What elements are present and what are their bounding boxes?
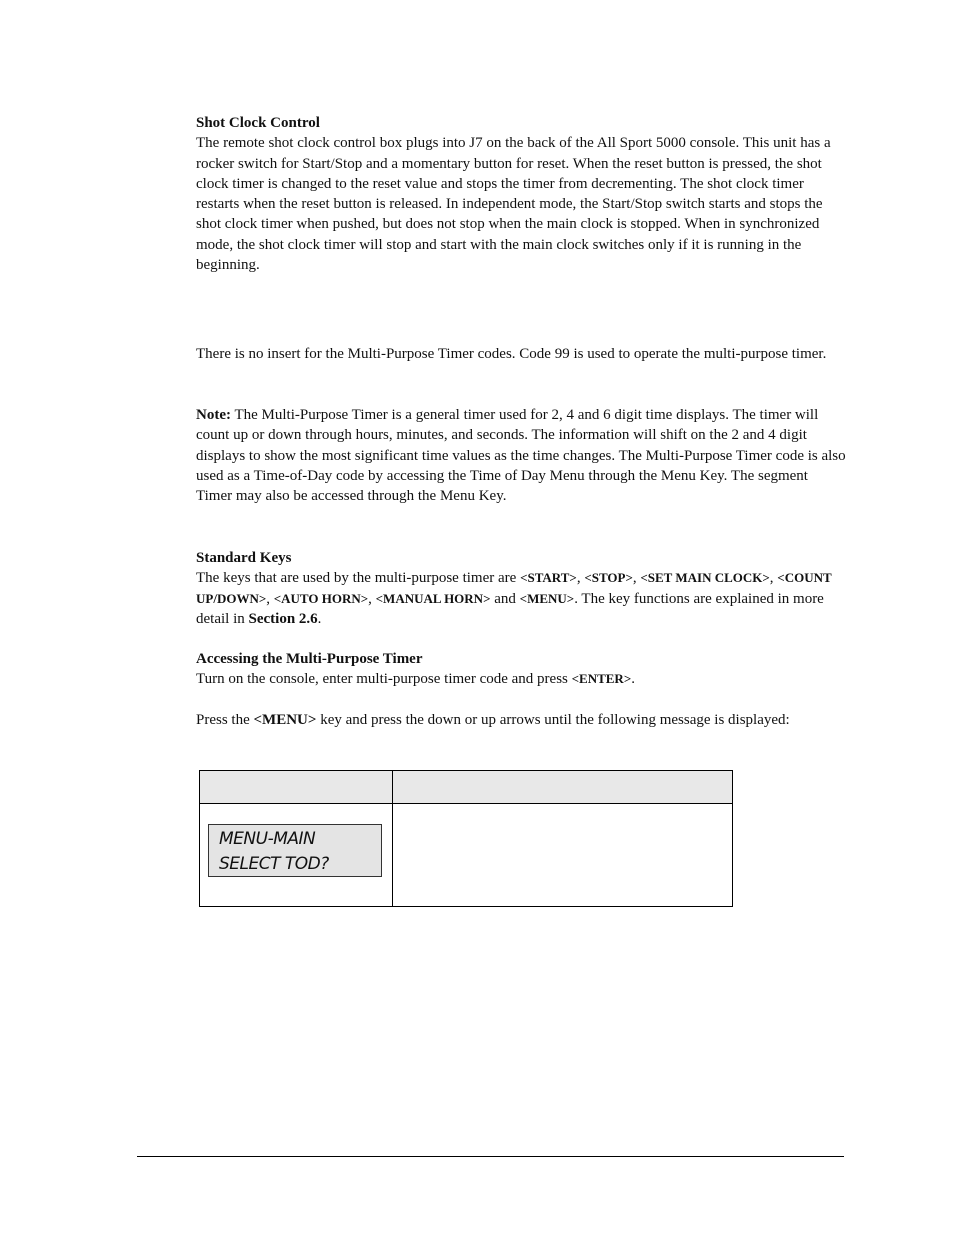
standard-keys-text: The keys that are used by the multi-purpose timer are <box>196 570 521 587</box>
shot-clock-heading: Shot Clock Control <box>196 115 320 131</box>
display-table-header <box>200 771 733 804</box>
key-menu-bold: <MENU> <box>253 712 317 728</box>
standard-keys-heading: Standard Keys <box>196 550 292 566</box>
key-manual-horn: <MANUAL HORN> <box>375 590 491 606</box>
lcd-display <box>208 824 382 877</box>
key-count-up-down: <COUNT UP/DOWN> <box>196 570 832 606</box>
separator: , <box>576 570 585 587</box>
intro-paragraph: There is no insert for the Multi-Purpose Timer codes. Code 99 is used to operate the multi-purpose timer. <box>196 346 827 362</box>
note-paragraph <box>196 405 846 506</box>
press-menu-paragraph <box>196 710 846 730</box>
separator: , <box>368 590 376 607</box>
standard-keys-section <box>196 548 846 629</box>
note-label: Note: <box>196 407 231 423</box>
press-text: Press the <box>196 712 254 728</box>
separator: and <box>490 590 520 607</box>
description-header-cell <box>393 771 733 804</box>
footer-rule <box>137 1156 844 1157</box>
shot-clock-section <box>196 113 846 275</box>
lcd-line-1: MENU-MAIN <box>219 829 316 849</box>
separator: , <box>769 570 778 587</box>
accessing-section <box>196 649 846 690</box>
separator: , <box>632 570 641 587</box>
key-menu: <MENU> <box>519 590 575 606</box>
key-start: <START> <box>520 570 577 586</box>
period: . <box>631 671 635 688</box>
description-cell <box>393 804 733 907</box>
key-set-main-clock: <SET MAIN CLOCK> <box>640 570 770 586</box>
section-reference: Section 2.6 <box>248 610 318 627</box>
key-stop: <STOP> <box>584 570 633 586</box>
standard-keys-text-2: . The key functions are explained in more detail in <box>196 590 824 627</box>
key-enter: <ENTER> <box>571 671 632 687</box>
accessing-text: Turn on the console, enter multi-purpose timer code and press <box>196 671 572 688</box>
press-text-2: key and press the down or up arrows until the following message is displayed: <box>316 712 790 728</box>
display-header-cell <box>200 771 393 804</box>
key-auto-horn: <AUTO HORN> <box>273 590 369 606</box>
shot-clock-body: The remote shot clock control box plugs into J7 on the back of the All Sport 5000 console. This unit has a rocker switch for Start/Stop and a momentary button for reset. When the reset button is pressed, the shot clock timer is changed to the reset value and stops the timer from decrementing. The shot clock timer restarts when the reset button is released. In independent mode, the Start/Stop switch starts and stops the shot clock timer when pushed, but does not stop when the main clock is stopped. When in synchronized mode, the shot clock timer will stop and start with the main clock switches only if it is running in the beginning. <box>196 135 831 274</box>
period: . <box>317 610 322 627</box>
accessing-heading: Accessing the Multi-Purpose Timer <box>196 651 423 667</box>
note-text: The Multi-Purpose Timer is a general timer used for 2, 4 and 6 digit time displays. The timer will count up or down through hours, minutes, and seconds. The information will shift on the 2 and 4 digit displays to show the most significant time values as the time changes. The Multi-Purpose Timer code is also used as a Time-of-Day code by accessing the Time of Day Menu through the Menu Key. The segment Timer may also be accessed through the Menu Key. <box>196 407 846 505</box>
lcd-line-2: SELECT TOD? <box>219 854 329 874</box>
separator: , <box>266 590 274 607</box>
